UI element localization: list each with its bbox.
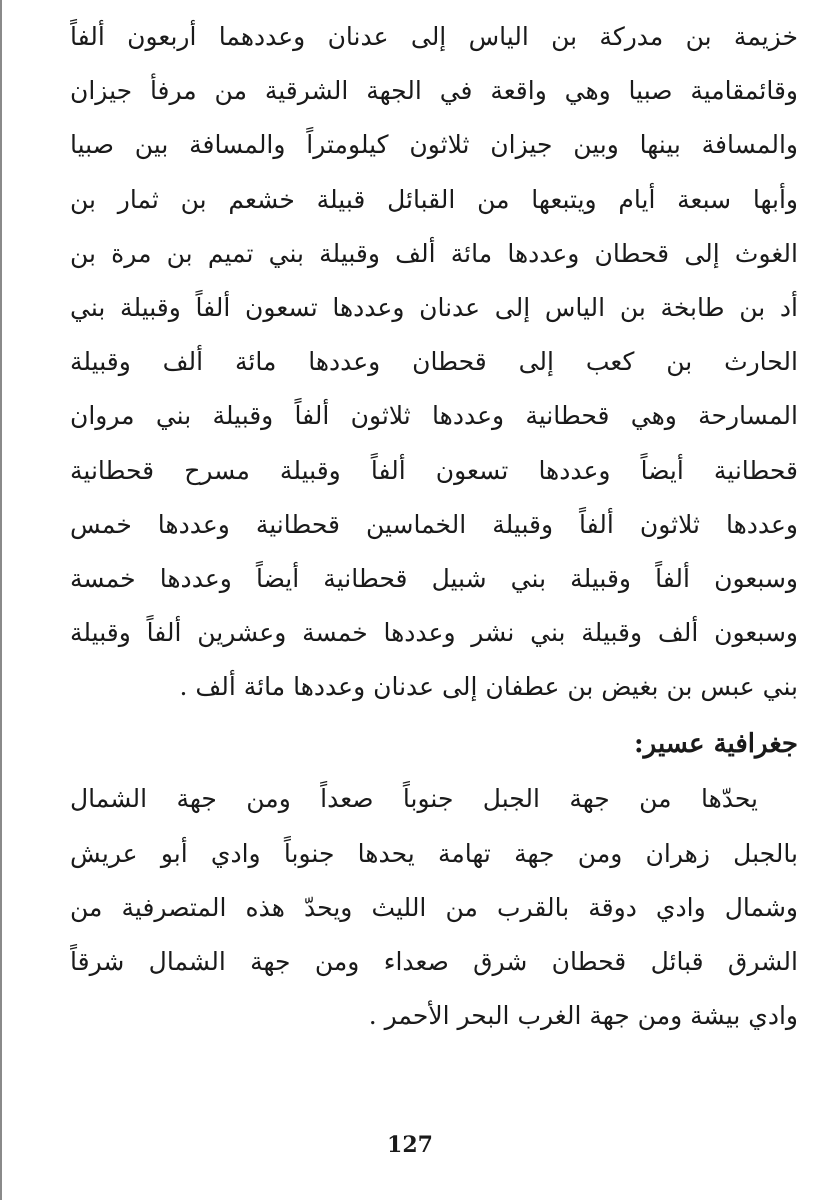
- paragraph-geography: [70, 772, 798, 1043]
- paragraph-tribes: [70, 10, 798, 714]
- text-line: الغوث إلى قحطان وعددها مائة ألف وقبيلة بني تميم بن مرة بن: [70, 238, 798, 268]
- text-line: بالجبل زهران ومن جهة تهامة يحدها جنوباً وادي أبو عريش: [70, 838, 798, 868]
- text-line: قحطانية أيضاً وعددها تسعون ألفاً وقبيلة مسرح قحطانية: [70, 455, 798, 485]
- text-line: بني عبس بن بغيض بن عطفان إلى عدنان وعددها مائة ألف .: [179, 672, 798, 702]
- text-line: والمسافة بينها وبين جيزان ثلاثون كيلومتراً والمسافة بين صبيا: [70, 130, 798, 160]
- section-heading: جغرافية عسير:: [634, 729, 798, 760]
- text-line: يحدّها من جهة الجبل جنوباً صعداً ومن جهة الشمال: [70, 784, 758, 814]
- text-line: وشمال وادي دوقة بالقرب من الليث ويحدّ هذه المتصرفية من: [70, 892, 798, 922]
- text-line: خزيمة بن مدركة بن الياس إلى عدنان وعددهما أربعون ألفاً: [70, 22, 798, 51]
- text-line: وعددها ثلاثون ألفاً وقبيلة الخماسين قحطانية وعددها خمس: [70, 509, 798, 539]
- book-page: [70, 10, 798, 1043]
- text-line: الحارث بن كعب إلى قحطان وعددها مائة ألف وقبيلة: [70, 347, 798, 377]
- text-line: الشرق قبائل قحطان شرق صعداء ومن جهة الشمال شرقاً: [70, 947, 798, 976]
- page-edge: [0, 0, 2, 1200]
- text-line: أد بن طابخة بن الياس إلى عدنان وعددها تسعون ألفاً وقبيلة بني: [70, 292, 798, 322]
- text-line: وقائمقامية صبيا وهي واقعة في الجهة الشرقية من مرفأ جيزان: [70, 76, 798, 106]
- text-line: وادي بيشة ومن جهة الغرب البحر الأحمر .: [368, 1001, 798, 1031]
- page-number: 127: [387, 1132, 433, 1158]
- text-line: وأبها سبعة أيام ويتبعها من القبائل قبيلة خشعم بن ثمار بن: [70, 184, 798, 214]
- text-line: وسبعون ألفاً وقبيلة بني شبيل قحطانية أيضاً وعددها خمسة: [70, 563, 798, 593]
- text-line: المسارحة وهي قحطانية وعددها ثلاثون ألفاً وقبيلة بني مروان: [70, 401, 798, 431]
- text-line: وسبعون ألف وقبيلة بني نشر وعددها خمسة وعشرين ألفاً وقبيلة: [70, 618, 798, 648]
